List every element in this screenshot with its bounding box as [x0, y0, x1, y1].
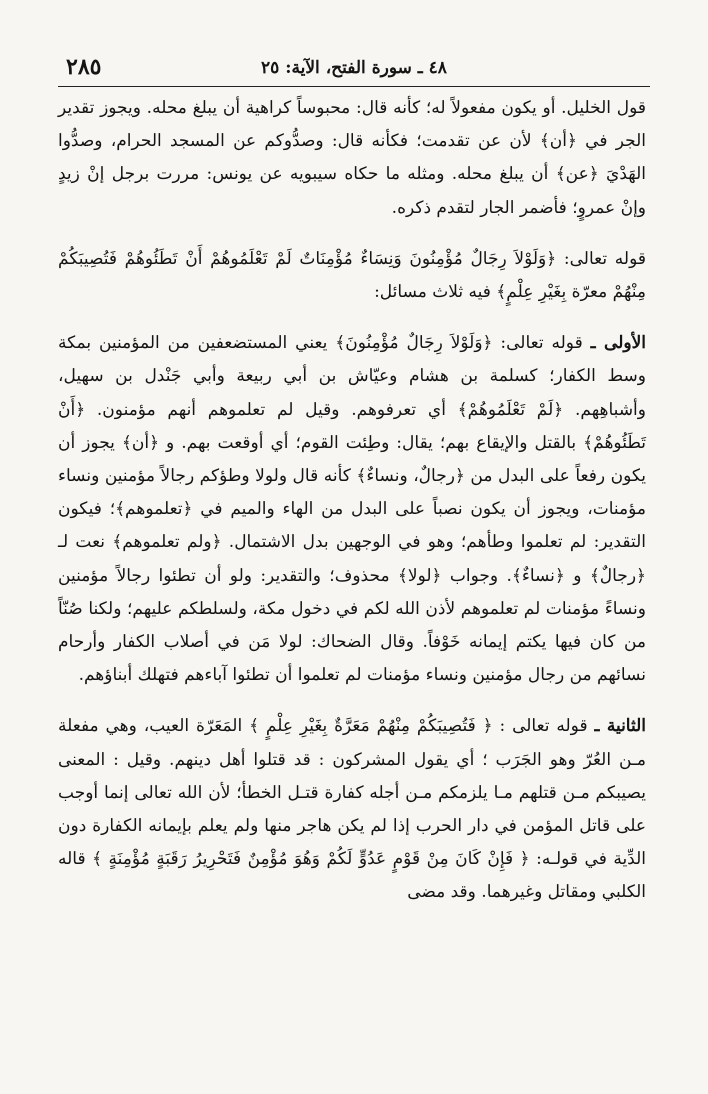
paragraph-intro [58, 92, 646, 225]
paragraph-text: قوله تعالى : ﴿ فَتُصِيبَكُمْ مِنْهُمْ مَعَرَّةٌ بِغَيْرِ عِلْمٍ ﴾ المَعَرّة العيب، وهي مفعلة مـن العُرّ وهو الجَرَب ؛ أي يقول المشركون : قد قتلوا أهل دينهم. وقيل : المعنى يصيبكم مـن قتلهم مـا يلزمكم مـن أجله كفارة قتـل الخطأ؛ لأن الله تعالى إنما أوجب على قاتل المؤمن في دار الحرب إذا لم يكن هاجر منها ولم يعلم بإيمانه الكفارة دون الدِّية في قولـه: ﴿ فَإِنْ كَانَ مِنْ قَوْمٍ عَدُوٍّ لَكُمْ وَهُوَ مُؤْمِنٌ فَتَحْرِيرُ رَقَبَةٍ مُؤْمِنَةٍ ﴾ قاله الكلبي ومقاتل وغيرهما. وقد مضى [58, 716, 646, 903]
paragraph-verse [58, 243, 646, 309]
paragraph-text: قوله تعالى: ﴿وَلَوْلاَ رِجَالٌ مُؤْمِنُونَ وَنِسَاءٌ مُؤْمِنَاتٌ لَمْ تَعْلَمُوهُمْ أَنْ تَطَئُوهُمْ فَتُصِيبَكُمْ مِنْهُمْ معرّة بِغَيْرِ عِلْمٍ﴾ فيه ثلاث مسائل: [58, 248, 646, 303]
page-body [58, 92, 646, 910]
paragraph-text: قول الخليل. أو يكون مفعولاً له؛ كأنه قال: محبوساً كراهية أن يبلغ محله. ويجوز تقدير الجر في ﴿أن﴾ لأن عن تقدمت؛ فكأنه قال: وصدُّوكم عن المسجد الحرام، وصدُّوا الهَدْيَ ﴿عن﴾ أن يبلغ محله. ومثله ما حكاه سيبويه عن يونس: مررت برجل إنْ زيدٍ وإنْ عمروٍ؛ فأضمر الجار لتقدم ذكره. [58, 98, 646, 218]
section-lead: الأولى ـ [590, 333, 646, 354]
section-lead: الثانية ـ [594, 716, 647, 737]
running-title: ٤٨ ـ سورة الفتح، الآية: ٢٥ [261, 58, 447, 78]
paragraph-first-issue [58, 327, 646, 692]
paragraph-second-issue [58, 710, 646, 909]
page-number: ٢٨٥ [66, 54, 102, 80]
paragraph-text: قوله تعالى: ﴿وَلَوْلاَ رِجَالٌ مُؤْمِنُونَ﴾ يعني المستضعفين من المؤمنين بمكة وسط الكفار؛ كسلمة بن هشام وعيّاش بن أبي ربيعة وأبي جَنْدل بن سهيل، وأشباهِهم. ﴿لَمْ تَعْلَمُوهُمْ﴾ أي تعرفوهم. وقيل لم تعلموهم أنهم مؤمنون. ﴿أَنْ تَطَئُوهُمْ﴾ بالقتل والإيقاع بهم؛ يقال: وطِئت القوم؛ أي أوقعت بهم. و ﴿أن﴾ يجوز أن يكون رفعاً على البدل من ﴿رجالٌ، ونساءٌ﴾ كأنه قال ولولا وطؤكم رجالاً مؤمنين ونساء مؤمنات، ويجوز أن يكون نصباً على البدل من الهاء والميم في ﴿تعلموهم﴾؛ فيكون التقدير: لم تعلموا وطأهم؛ وهو في الوجهين بدل الاشتمال. ﴿ولم تعلموهم﴾ نعت لـ ﴿رجالٌ﴾ و ﴿نساءٌ﴾. وجواب ﴿لولا﴾ محذوف؛ والتقدير: ولو أن تطئوا رجالاً مؤمنين ونساءً مؤمنات لم تعلموهم لأذن الله لكم في دخول مكة، ولسلطكم عليهم؛ ولكنا صُنّاً من كان فيها يكتم إيمانه خَوْفاً. وقال الضحاك: لولا مَن في أصلاب الكفار وأرحام نسائهم من رجال مؤمنين ونساء مؤمنات لم تعلموا أن تطئوا آباءهم فتهلك أبناؤهم. [58, 333, 646, 686]
page-header [58, 52, 650, 87]
